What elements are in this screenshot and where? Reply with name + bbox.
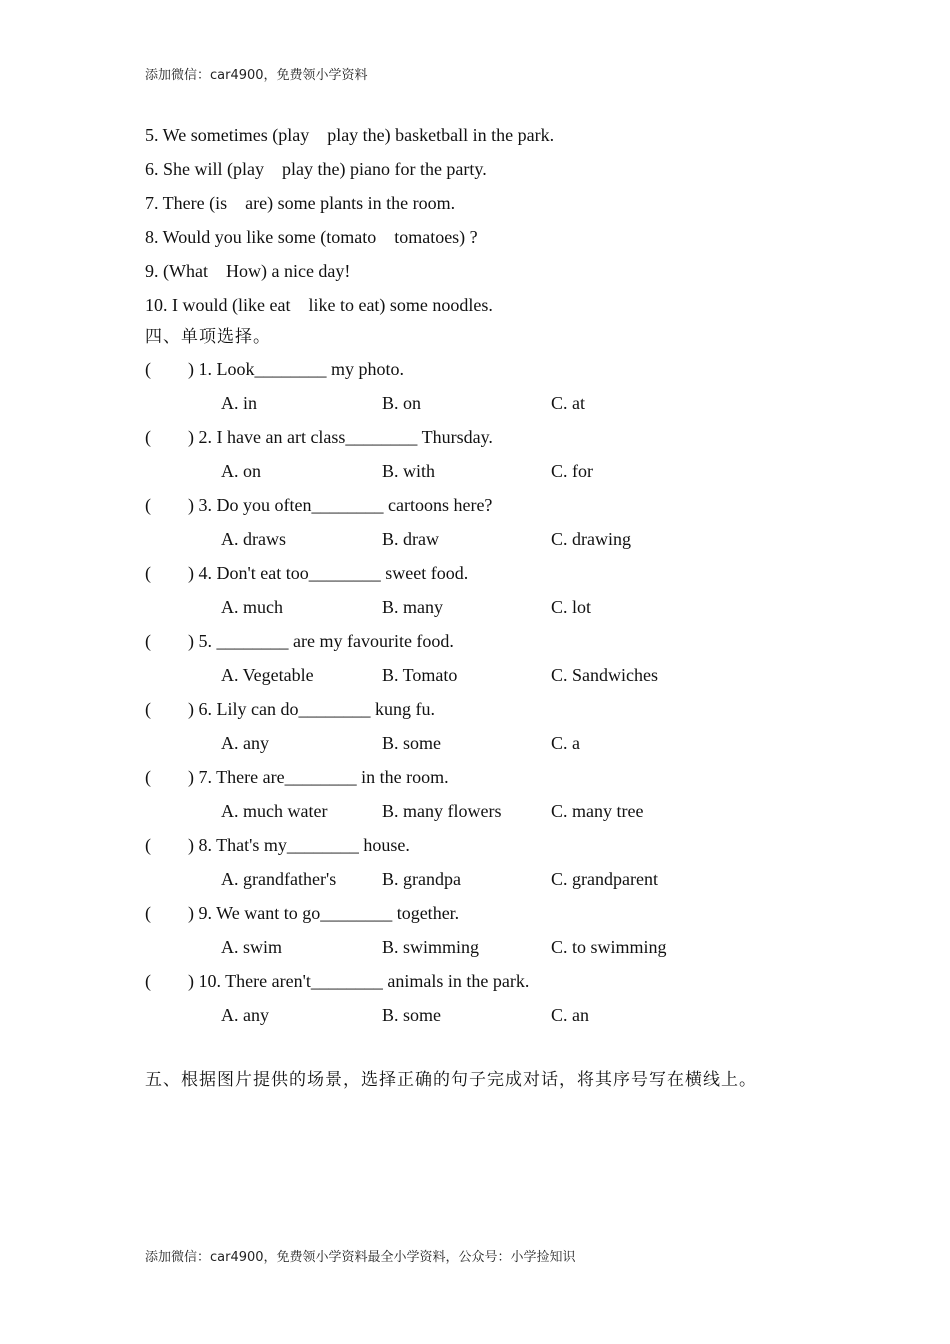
question-stem: ) 5. ________ are my favourite food. bbox=[188, 631, 454, 651]
option-a: A. swim bbox=[221, 937, 283, 957]
fill-line-5: 5. We sometimes (play play the) basketball in the park. bbox=[145, 125, 555, 145]
answer-blank[interactable]: ( bbox=[145, 359, 151, 379]
page-header: 添加微信：car4900，免费领小学资料 bbox=[145, 68, 368, 83]
answer-blank[interactable]: ( bbox=[145, 563, 151, 583]
question-stem: ) 10. There aren't________ animals in the park. bbox=[188, 971, 530, 991]
option-a: A. much bbox=[221, 597, 283, 617]
option-a: A. in bbox=[221, 393, 257, 413]
option-b: B. Tomato bbox=[382, 665, 458, 685]
question-stem: ) 3. Do you often________ cartoons here? bbox=[188, 495, 493, 515]
option-c: C. an bbox=[551, 1005, 589, 1025]
answer-blank[interactable]: ( bbox=[145, 699, 151, 719]
option-c: C. grandparent bbox=[551, 869, 658, 889]
option-a: A. much water bbox=[221, 801, 328, 821]
question-stem: ) 2. I have an art class________ Thursday. bbox=[188, 427, 493, 447]
option-b: B. with bbox=[382, 461, 436, 481]
fill-line-7: 7. There (is are) some plants in the room. bbox=[145, 193, 456, 213]
fill-line-10: 10. I would (like eat like to eat) some noodles. bbox=[145, 295, 493, 315]
answer-blank[interactable]: ( bbox=[145, 835, 151, 855]
option-c: C. drawing bbox=[551, 529, 631, 549]
option-b: B. grandpa bbox=[382, 869, 461, 889]
option-c: C. to swimming bbox=[551, 937, 667, 957]
option-b: B. on bbox=[382, 393, 422, 413]
answer-blank[interactable]: ( bbox=[145, 495, 151, 515]
answer-blank[interactable]: ( bbox=[145, 971, 151, 991]
question-stem: ) 9. We want to go________ together. bbox=[188, 903, 460, 923]
option-b: B. many flowers bbox=[382, 801, 502, 821]
answer-blank[interactable]: ( bbox=[145, 903, 151, 923]
option-c: C. for bbox=[551, 461, 593, 481]
option-a: A. draws bbox=[221, 529, 286, 549]
option-b: B. some bbox=[382, 733, 442, 753]
answer-blank[interactable]: ( bbox=[145, 767, 151, 787]
option-a: A. any bbox=[221, 1005, 269, 1025]
question-stem: ) 4. Don't eat too________ sweet food. bbox=[188, 563, 469, 583]
section-5-title: 五、根据图片提供的场景，选择正确的句子完成对话，将其序号写在横线上。 bbox=[145, 1070, 757, 1090]
answer-blank[interactable]: ( bbox=[145, 631, 151, 651]
option-c: C. at bbox=[551, 393, 585, 413]
option-a: A. any bbox=[221, 733, 269, 753]
option-b: B. some bbox=[382, 1005, 442, 1025]
option-a: A. Vegetable bbox=[221, 665, 314, 685]
option-b: B. draw bbox=[382, 529, 439, 549]
section-4-title: 四、单项选择。 bbox=[145, 327, 271, 347]
option-a: A. on bbox=[221, 461, 261, 481]
page-footer: 添加微信：car4900，免费领小学资料最全小学资料，公众号：小学捡知识 bbox=[145, 1250, 576, 1265]
question-stem: ) 7. There are________ in the room. bbox=[188, 767, 449, 787]
option-a: A. grandfather's bbox=[221, 869, 337, 889]
option-b: B. many bbox=[382, 597, 443, 617]
option-b: B. swimming bbox=[382, 937, 480, 957]
option-c: C. lot bbox=[551, 597, 592, 617]
question-stem: ) 6. Lily can do________ kung fu. bbox=[188, 699, 435, 719]
fill-line-9: 9. (What How) a nice day! bbox=[145, 261, 351, 281]
question-stem: ) 1. Look________ my photo. bbox=[188, 359, 404, 379]
option-c: C. many tree bbox=[551, 801, 644, 821]
fill-line-8: 8. Would you like some (tomato tomatoes) ? bbox=[145, 227, 478, 247]
fill-line-6: 6. She will (play play the) piano for the party. bbox=[145, 159, 487, 179]
option-c: C. a bbox=[551, 733, 580, 753]
option-c: C. Sandwiches bbox=[551, 665, 658, 685]
question-stem: ) 8. That's my________ house. bbox=[188, 835, 410, 855]
answer-blank[interactable]: ( bbox=[145, 427, 151, 447]
